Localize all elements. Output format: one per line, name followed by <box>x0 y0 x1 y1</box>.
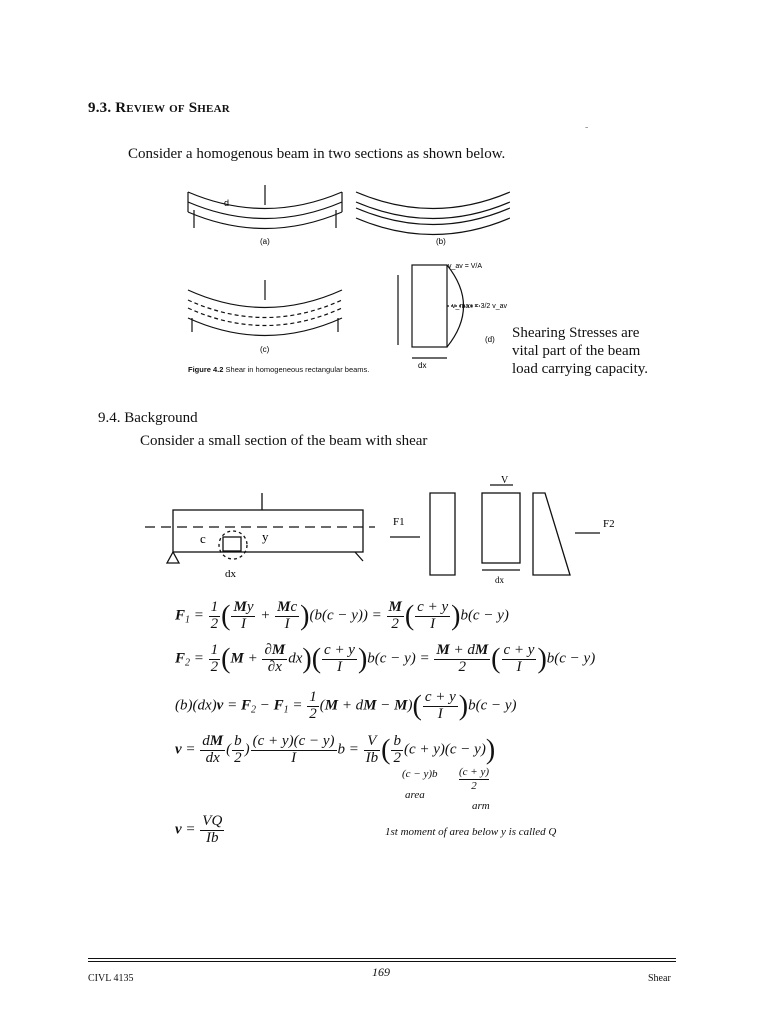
sketch-c: c <box>200 531 206 546</box>
section-heading: 9.3. Review of Shear <box>88 100 230 116</box>
beam-sketch <box>145 475 625 585</box>
figure-4-2 <box>180 180 510 380</box>
label-c: (c) <box>260 345 270 354</box>
equation-F2: $F_2$ = $\frac{1}{2}$ (M + $\frac{\partial M}{\partial x}$ dx)( $\frac{c + y}{I}$ )b(c − y) = $\frac{M + dM}{2}$ ( $\frac{c + y}{I}$ )b(c − y) <box>175 642 596 675</box>
side-note: Shearing Stresses are vital part of the beam load carrying capacity. <box>512 325 649 377</box>
background-text: Consider a small section of the beam with shear <box>140 433 428 449</box>
label-a: (a) <box>260 237 270 246</box>
sketch-V: V <box>501 475 509 486</box>
intro-text: Consider a homogenous beam in two sections as shown below. <box>128 146 506 162</box>
arm-expr: (c + y) 2 <box>459 766 490 792</box>
equation-VQ: v = $\frac{VQ}{Ib}$ <box>175 813 223 846</box>
q-note: 1st moment of area below y is called Q <box>385 826 557 838</box>
label-b: (b) <box>436 237 446 246</box>
label-dx-fig: dx <box>418 361 427 370</box>
area-label: area <box>405 789 425 801</box>
area-expr: (c − y)b <box>402 768 438 780</box>
stray-mark: - <box>585 122 589 133</box>
figure-caption: Figure 4.2 Shear in homogeneous rectangular beams. <box>188 365 370 374</box>
label-vav: v_av = V/A <box>448 263 483 270</box>
label-d: (d) <box>485 335 495 344</box>
label-vmax: v_max = 3/2 v_av <box>452 303 508 310</box>
sketch-dx: dx <box>225 568 236 580</box>
sketch-y: y <box>262 529 269 544</box>
background-heading: 9.4. Background <box>98 410 198 426</box>
label-d-beam: d <box>224 198 230 208</box>
beam-a-bottom <box>188 212 342 229</box>
footer-right: Shear <box>648 973 671 984</box>
page-number: 169 <box>372 965 390 979</box>
equation-balance: $(b)(dx)v = F_2 - F_1$ = $\frac{1}{2}$ (M + dM − M)( $\frac{c + y}{I}$ )b(c − y) <box>175 689 517 722</box>
footer-left: CIVL 4135 <box>88 973 134 984</box>
sketch-F1: F1 <box>393 516 405 528</box>
footer-rule-1 <box>88 958 676 959</box>
equation-F1: $F_1$ = $\frac{1}{2}$ ( $\frac{My}{I}$ + $\frac{Mc}{I}$ )(b(c − y)) = $\frac{M}{2}$ ( $\frac{c + y}{I}$ )b(c − y) <box>175 599 509 632</box>
sketch-F2: F2 <box>603 518 615 530</box>
equation-v: v = $\frac{dM}{dx}$ ( $\frac{b}{2}$ ) $\frac{(c + y)(c - y)}{I}$ b = $\frac{V}{Ib}$ ( $\frac{b}{2}$ (c + y)(c − y)) <box>175 733 496 766</box>
sketch-dx2: dx <box>495 575 504 585</box>
arm-label: arm <box>472 800 490 812</box>
footer-rule-2 <box>88 961 676 962</box>
